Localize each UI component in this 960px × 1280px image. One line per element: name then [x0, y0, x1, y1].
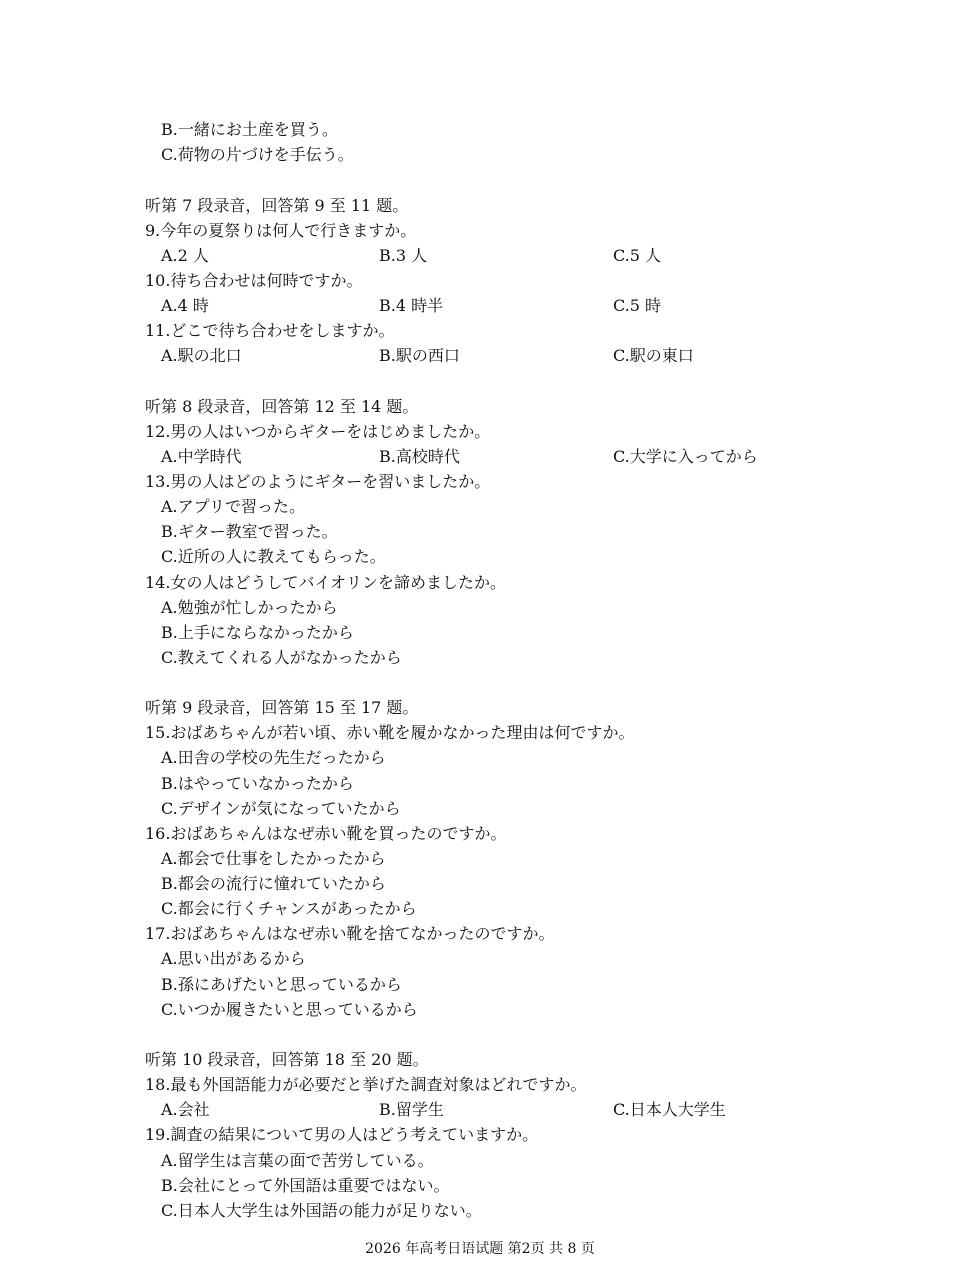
q19-option-c: C.日本人大学生は外国語の能力が足りない。: [161, 1201, 482, 1220]
q15-option-c: C.デザインが気になっていたから: [161, 799, 401, 818]
q18-option-b: B.留学生: [379, 1100, 444, 1119]
q13-option-c: C.近所の人に教えてもらった。: [161, 547, 386, 566]
q17-option-a: A.思い出があるから: [161, 949, 306, 968]
section-header-7: 听第 7 段录音，回答第 9 至 11 题。: [145, 196, 409, 215]
q10-option-c: C.5 時: [613, 296, 662, 315]
q17-option-b: B.孫にあげたいと思っているから: [161, 975, 402, 994]
question-11: 11.どこで待ち合わせをしますか。: [145, 321, 395, 340]
q15-option-a: A.田舎の学校の先生だったから: [161, 748, 386, 767]
section-header-9: 听第 9 段录音，回答第 15 至 17 题。: [145, 698, 419, 717]
q12-option-a: A.中学時代: [161, 447, 242, 466]
q11-option-a: A.駅の北口: [161, 346, 242, 365]
q14-option-b: B.上手にならなかったから: [161, 623, 354, 642]
q17-option-c: C.いつか履きたいと思っているから: [161, 1000, 418, 1019]
option-c: C.荷物の片づけを手伝う。: [161, 145, 354, 164]
question-15: 15.おばあちゃんが若い頃、赤い靴を履かなかった理由は何ですか。: [145, 723, 635, 742]
question-18: 18.最も外国語能力が必要だと挙げた調査対象はどれですか。: [145, 1075, 587, 1094]
question-12: 12.男の人はいつからギターをはじめましたか。: [145, 422, 491, 441]
q15-option-b: B.はやっていなかったから: [161, 774, 354, 793]
q12-option-b: B.高校時代: [379, 447, 460, 466]
page-footer: 2026 年高考日语试题 第2页 共 8 页: [365, 1241, 595, 1257]
q18-option-c: C.日本人大学生: [613, 1100, 726, 1119]
q16-option-b: B.都会の流行に憧れていたから: [161, 874, 386, 893]
q11-option-c: C.駅の東口: [613, 346, 694, 365]
q18-option-a: A.会社: [161, 1100, 210, 1119]
q13-option-b: B.ギター教室で習った。: [161, 522, 338, 541]
q14-option-a: A.勉強が忙しかったから: [161, 598, 338, 617]
q9-option-a: A.2 人: [161, 246, 209, 265]
question-19: 19.調査の結果について男の人はどう考えていますか。: [145, 1125, 539, 1144]
q13-option-a: A.アプリで習った。: [161, 497, 306, 516]
q9-option-b: B.3 人: [379, 246, 428, 265]
q19-option-b: B.会社にとって外国語は重要ではない。: [161, 1176, 450, 1195]
question-17: 17.おばあちゃんはなぜ赤い靴を捨てなかったのですか。: [145, 924, 555, 943]
q14-option-c: C.教えてくれる人がなかったから: [161, 648, 402, 667]
q9-option-c: C.5 人: [613, 246, 662, 265]
q10-option-a: A.4 時: [161, 296, 209, 315]
q16-option-c: C.都会に行くチャンスがあったから: [161, 899, 417, 918]
question-13: 13.男の人はどのようにギターを習いましたか。: [145, 472, 491, 491]
question-16: 16.おばあちゃんはなぜ赤い靴を買ったのですか。: [145, 824, 507, 843]
q11-option-b: B.駅の西口: [379, 346, 460, 365]
q10-option-b: B.4 時半: [379, 296, 444, 315]
question-14: 14.女の人はどうしてバイオリンを諦めましたか。: [145, 573, 506, 592]
q16-option-a: A.都会で仕事をしたかったから: [161, 849, 386, 868]
section-header-8: 听第 8 段录音，回答第 12 至 14 题。: [145, 397, 419, 416]
question-10: 10.待ち合わせは何時ですか。: [145, 271, 363, 290]
option-b: B.一緒にお土産を買う。: [161, 120, 338, 139]
section-header-10: 听第 10 段录音，回答第 18 至 20 题。: [145, 1050, 429, 1069]
q12-option-c: C.大学に入ってから: [613, 447, 758, 466]
question-9: 9.今年の夏祭りは何人で行きますか。: [145, 221, 417, 240]
q19-option-a: A.留学生は言葉の面で苦労している。: [161, 1151, 434, 1170]
